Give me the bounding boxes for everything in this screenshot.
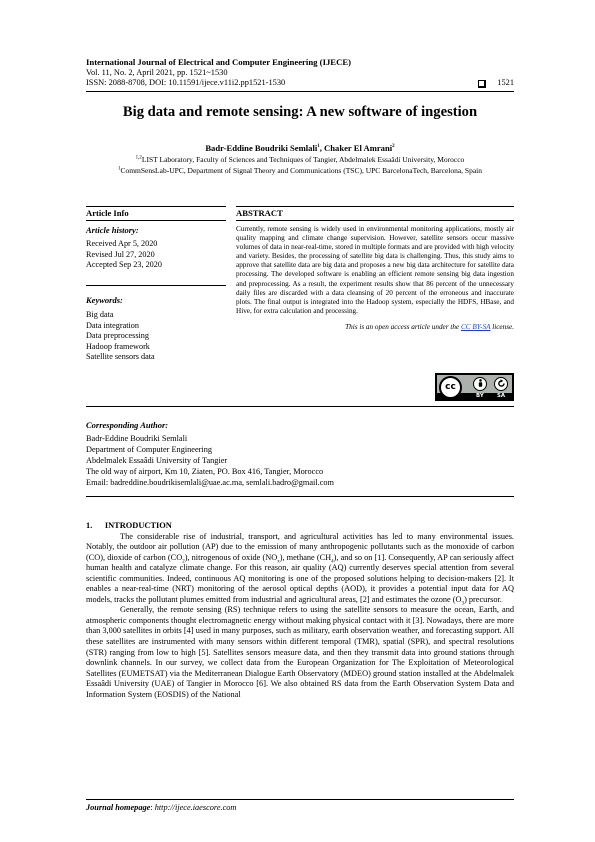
abstract-text: Currently, remote sensing is widely used in environmental monitoring applications, mostly air quality mapping and climate change supervision. However, satellite sensors occur massive volumes of data in near-real-time, stored in multiple formats and are provided with high velocity and variety. Besides, the processing of satellite big data is challenging. Thus, this study aims to approve that satellite data are big data and proposes a new big data architecture for satellite data processing. The developed software is enabling an efficient remote sensing big data ingestion and preprocessing. As a result, the experiment results show that 86 percent of the unnecessary daily files are discarded with a data cleansing of 20 percent of the erroneous and inaccurate plots. The final output is integrated into the Hadoop system, especially the HDFS, HBase, and Hive, for extra calculation and processing. [236,225,514,315]
footer-rule [86,799,514,800]
history-heading: Article history: [86,225,139,235]
p1-sub: 3 [461,601,465,607]
box-icon [478,80,485,87]
history-accepted: Accepted Sep 23, 2020 [86,260,162,270]
corresponding-bottom-rule [86,496,514,497]
abstract-heading: ABSTRACT [236,208,283,218]
p1-text: The considerable rise of industrial, transport, and agricultural activities has led to many environmental issues. Notably, the outdoor air pollution (AP) due to the emission of many anthropogenic pollutants such as the monoxide of carbon (CO), dioxide of carbon (CO [86,531,514,562]
journal-volume: Vol. 11, No. 2, April 2021, pp. 1521~1530 [86,67,228,77]
authors [60,143,540,153]
introduction-heading: 1. INTRODUCTION [86,521,172,530]
author-2: Chaker El Amrani [324,143,393,153]
journal-name: International Journal of Electrical and Computer Engineering (IJECE) [86,57,352,67]
journal-header [86,57,514,89]
corresponding-line: Abdelmalek Essaâdi University of Tangier [86,456,228,465]
corresponding-line: Badr-Eddine Boudriki Semlali [86,434,188,443]
abstract-body [236,225,514,331]
p1-text: ), and so on [1]. Consequently, AP can seriously affect human health and catalyze climate change. For this reason, air quality (AQ) currently deserves special attention from several scientific communities. Indeed, continuous AQ monitoring is one of the proposed solutions helping to decision-makers [2]. It enables a near-real-time (NRT) monitoring of the aerosol optical depths (AOD), it provides a potential input data for AQ models, tracks the pollutant plumes emitted from industrial and agricultural areas, [2] and estimates the ozone (O [86,552,514,604]
attribution-person-icon [473,377,487,391]
oa-prefix: This is an open access article under the [345,322,461,331]
history-revised: Revised Jul 27, 2020 [86,249,155,259]
corresponding-rule [86,406,514,407]
keywords [86,295,226,363]
affiliation-2 [40,166,560,175]
homepage-sep: : [150,803,155,812]
cc-by-sa-badge[interactable] [435,373,514,401]
homepage-link[interactable]: http://ijece.iaescore.com [154,803,237,812]
affiliation-1 [40,155,560,164]
article-info-heading: Article Info [86,208,129,218]
oa-suffix: license. [490,322,514,331]
header-right [478,78,514,89]
cc-by-sa-link[interactable]: CC BY-SA [460,322,491,331]
homepage-label: Journal homepage [86,803,151,812]
article-info-top-rule [86,206,226,207]
keyword-item: Satellite sensors data [86,352,155,362]
share-alike-icon [494,377,508,391]
abstract-heading-block [236,208,514,218]
keyword-item: Hadoop framework [86,341,150,351]
page-number: 1521 [497,78,514,88]
p1-sub: 4 [331,559,334,565]
p1-text: ), methane (CH [279,552,332,562]
history-received: Received Apr 5, 2020 [86,239,158,248]
affiliation-1-text: LIST Laboratory, Faculty of Sciences and Techniques of Tangier, Abdelmalek Essaâdi University, Morocco [141,155,465,164]
corresponding-heading: Corresponding Author: [86,420,169,430]
introduction-section [86,521,514,700]
author-1: Badr-Eddine Boudriki Semlali [205,143,318,153]
corresponding-line: Email: badreddine.boudrikisemlali@uae.ac.ma, semlali.badro@gmail.com [86,478,334,487]
p1-sub: x [277,559,280,565]
keywords-heading: Keywords: [86,295,123,305]
corresponding-line: Department of Computer Engineering [86,445,213,454]
header-rule [86,91,514,92]
journal-issn-row [86,78,514,89]
paper-title: Big data and remote sensing: A new software of ingestion [122,104,478,120]
abstract-sub-rule [236,220,514,221]
cc-logo-icon: cc [439,376,462,399]
abstract-top-rule [236,206,514,207]
affiliation-1-sup: 1,2 [135,155,142,161]
journal-issn: ISSN: 2088-8708, DOI: 10.11591/ijece.v11i2.pp1521-1530 [86,78,286,88]
corresponding-author [86,420,514,488]
p1-text: ), nitrogenous of oxide (NO [184,552,278,562]
affiliation-2-text: CommSensLab-UPC, Department of Signal Theory and Communications (TSC), UPC BarcelonaTech, Barcelona, Spain [120,166,483,175]
keyword-item: Data integration [86,320,139,330]
p1-sub: 2 [182,559,185,565]
author-1-sup: 1 [317,144,320,150]
introduction-paragraph-1 [86,532,514,606]
keyword-item: Data preprocessing [86,331,149,341]
article-history [86,225,226,271]
corresponding-line: The old way of airport, Km 10, Ziaten, PO. Box 416, Tangier, Morocco [86,467,324,476]
author-separator: , [319,143,325,153]
badge-sa-label: SA [497,393,506,399]
journal-footer [86,803,514,812]
article-info-heading-block [86,208,226,218]
author-2-sup: 2 [392,144,395,150]
open-access-line [236,323,514,331]
keyword-item: Big data [86,310,114,319]
article-info-sub-rule [86,220,226,221]
p1-text: ) precursor. [464,594,502,604]
affiliation-2-sup: 1 [117,166,121,172]
introduction-paragraph-2: Generally, the remote sensing (RS) technique refers to using the satellite sensors to measure the ocean, Earth, and atmospheric components thought electromagnetic energy without making physical contact with it [3]. Nowadays, there are more than 3,000 satellites in orbits [4] used in many purposes, such as military, earth observation weather, and forecasting support. All these satellites are instrumented with many sensors within different temporal (TMR), spatial (SPR), and spectral resolutions (STR) ranging from low to high [5]. Satellites sensors measure data, and then they transmit data into ground stations through downlink channels. In our survey, we collect data from the European Organization for The Exploitation of Meteorological Satellites (EUMETSAT) via the Mediterranean Dialogue Earth Observatory (MDEO) ground station installed at the Abdelmalek Essaâdi University (UAE) of Tangier in Morocco [6]. We also obtained RS data from the Earth Observation System Data and Information System (EOSDIS) of the National [86,605,514,699]
badge-by-label: BY [476,393,484,399]
keywords-rule [86,285,226,286]
